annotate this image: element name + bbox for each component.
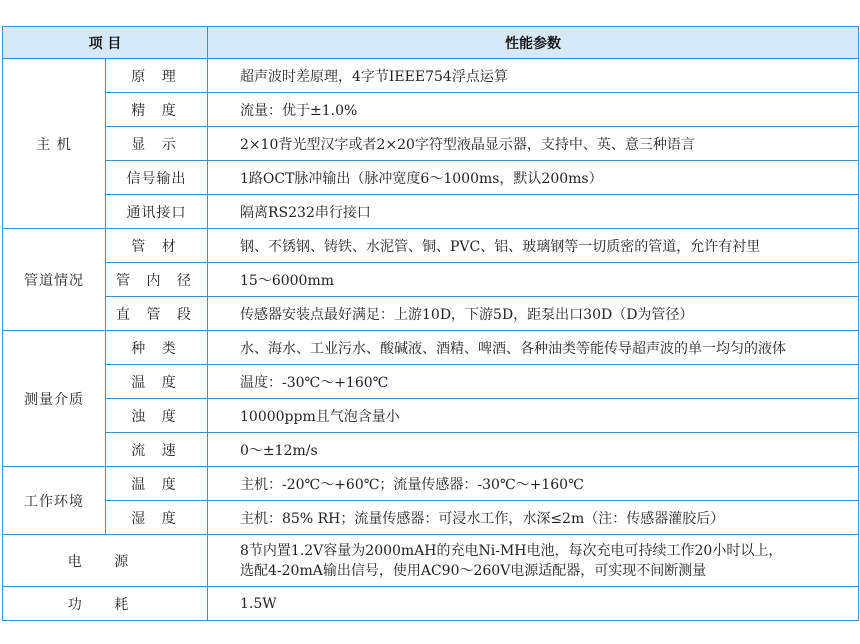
sub-label: 流 速: [106, 433, 208, 467]
value-cell: 水、海水、工业污水、酸碱液、酒精、啤酒、各种油类等能传导超声波的单一均匀的液体: [208, 331, 859, 365]
header-item: 项 目: [3, 27, 208, 59]
value-cell: 15～6000mm: [208, 263, 859, 297]
table-row: [3, 535, 859, 587]
table-row: [3, 229, 859, 263]
power-line-2: 选配4-20mA输出信号，使用AC90～260V电源适配器，可实现不间断测量: [240, 562, 707, 579]
sub-label: 通讯接口: [106, 195, 208, 229]
value-cell: 钢、不锈钢、铸铁、水泥管、铜、PVC、铝、玻璃钢等一切质密的管道，允许有衬里: [208, 229, 859, 263]
power-value: [208, 535, 859, 587]
table-row: [3, 399, 859, 433]
sub-label: 湿 度: [106, 501, 208, 535]
category-medium: 测量介质: [3, 331, 106, 467]
header-row: [3, 27, 859, 59]
table-row: [3, 365, 859, 399]
sub-label: 温 度: [106, 467, 208, 501]
category-host: 主 机: [3, 59, 106, 229]
value-cell: 流量：优于±1.0%: [208, 93, 859, 127]
table-row: [3, 127, 859, 161]
table-row: [3, 433, 859, 467]
table-row: [3, 467, 859, 501]
value-cell: 主机：85% RH；流量传感器：可浸水工作，水深≤2m（注：传感器灌胶后）: [208, 501, 859, 535]
category-pipe: 管道情况: [3, 229, 106, 331]
table-row: [3, 501, 859, 535]
power-line-1: 8节内置1.2V容量为2000mAH的充电Ni-MH电池，每次充电可持续工作20小时以上，: [240, 542, 783, 559]
value-cell: 主机：-20℃～+60℃；流量传感器：-30℃～+160℃: [208, 467, 859, 501]
value-cell: 传感器安装点最好满足：上游10D，下游5D，距泵出口30D（D为管径）: [208, 297, 859, 331]
table-row: [3, 161, 859, 195]
sub-label: 种 类: [106, 331, 208, 365]
sub-label: 管 内 径: [106, 263, 208, 297]
sub-label: 直 管 段: [106, 297, 208, 331]
sub-label: 温 度: [106, 365, 208, 399]
sub-label: 精 度: [106, 93, 208, 127]
power-label: 电 源: [3, 535, 208, 587]
spec-table: [2, 26, 859, 621]
sub-label: 管 材: [106, 229, 208, 263]
table-row: [3, 195, 859, 229]
table-row: [3, 263, 859, 297]
value-cell: 隔离RS232串行接口: [208, 195, 859, 229]
value-cell: 0～±12m/s: [208, 433, 859, 467]
header-params: 性能参数: [208, 27, 859, 59]
value-cell: 2×10背光型汉字或者2×20字符型液晶显示器，支持中、英、意三种语言: [208, 127, 859, 161]
table-row: [3, 331, 859, 365]
value-cell: 超声波时差原理，4字节IEEE754浮点运算: [208, 59, 859, 93]
category-env: 工作环境: [3, 467, 106, 535]
table-row: [3, 93, 859, 127]
consumption-label: 功 耗: [3, 587, 208, 621]
consumption-value: 1.5W: [208, 587, 859, 621]
value-cell: 温度：-30℃～+160℃: [208, 365, 859, 399]
sub-label: 信号输出: [106, 161, 208, 195]
sub-label: 浊 度: [106, 399, 208, 433]
table-row: [3, 587, 859, 621]
table-row: [3, 297, 859, 331]
value-cell: 10000ppm且气泡含量小: [208, 399, 859, 433]
table-row: [3, 59, 859, 93]
value-cell: 1路OCT脉冲输出（脉冲宽度6～1000ms，默认200ms）: [208, 161, 859, 195]
sub-label: 原 理: [106, 59, 208, 93]
sub-label: 显 示: [106, 127, 208, 161]
